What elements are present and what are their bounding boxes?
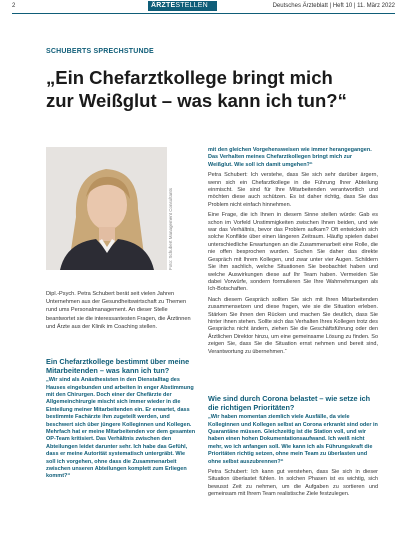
answer-paragraph: Nach diesem Gespräch sollten Sie sich mit Ihren Mitarbeitenden zusammensetzen und diese fragen, wie sie die Situation erleben. Stärken Sie ihnen den Rücken und machen Sie deutlich, dass Sie hinter ihnen stehen. Sollte sich das Verhalten Ihres Kollegen trotz des Gesprächs nicht ändern, ziehen Sie die Geschäftsführung oder den Ärztlichen Direktor hinzu, um eine gemeinsame Lösung zu finden. So zeigen Sie, dass Sie die Situation ernst nehmen und bereit sind, Verantwortung zu übernehmen.“ bbox=[208, 296, 378, 355]
page-header bbox=[0, 0, 407, 14]
logo-main: ÄRZTE bbox=[151, 2, 176, 9]
rubric: SCHUBERTS SPRECHSTUNDE bbox=[46, 48, 154, 55]
answer-paragraph: Petra Schubert: Ich verstehe, dass Sie sich sehr darüber ärgern, wenn sich ein Chefarztkollege in die Führung Ihrer Abteilung einmischt. Sie sind für Ihre Mitarbeitenden verantwortlich und möchten diese auch schützen. Es ist daher richtig, dass Sie das Problem nicht einfach hinnehmen. bbox=[208, 172, 378, 208]
answer-paragraph: Eine Frage, die ich Ihnen in diesem Sinne stellen würde: Gab es schon im Vorfeld Unstimmigkeiten zwischen Ihnen beiden, und wie war das Verhältnis, bevor das Problem aufkam? Oft entwickeln sich solche Konflikte über einen längeren Zeitraum. Häufig spielen dabei unterschiedliche Erwartungen an die Zusammenarbeit eine Rolle, die nie offen besprochen wurden. Suchen Sie daher das direkte Gespräch mit Ihrem Kollegen, und zwar unter vier Augen. Schildern Sie ihm sachlich, welche Situationen Sie beobachtet haben und welche Auswirkungen diese auf Ihr Team haben. Vermeiden Sie dabei Vorwürfe, sondern formulieren Sie Ihre Wahrnehmungen als Ich-Botschaften. bbox=[208, 212, 378, 293]
issue-info: Deutsches Ärzteblatt | Heft 10 | 11. März 2022 bbox=[272, 3, 395, 9]
column-right bbox=[208, 147, 378, 359]
column-right-second-question bbox=[208, 395, 378, 502]
author-bio: Dipl.-Psych. Petra Schubert berät seit vielen Jahren Unternehmen aus der Gesundheitswirtschaft zu Themen rund ums Personalmanagement. An dieser Stelle beantwortet sie die interessantesten Fragen, die Ärztinnen und Ärzte aus der Klinik im Coaching stellen. bbox=[46, 291, 191, 330]
column-left bbox=[46, 358, 196, 481]
question-heading: Ein Chefarztkollege bestimmt über meine Mitarbeitenden – was kann ich tun? bbox=[46, 357, 190, 375]
author-photo bbox=[46, 147, 167, 270]
question-heading: Wie sind durch Corona belastet – wie setze ich die richtigen Prioritäten? bbox=[208, 394, 371, 412]
question-text: „Wir sind als Anästhesisten in den Dienstalltag des Hauses eingebunden und arbeiten in enger Abstimmung mit den Chirurgen. Doch einer der Chefärzte der Allgemeinchirurgie mischt sich immer wieder in die Einteilung meiner Mitarbeitenden ein. Er erwartet, dass bestimmte Fachärzte ihm zugeteilt werden, und beschwert sich über jüngere Kolleginnen und Kollegen. Mehrfach hat er meine Mitarbeitenden vor dem gesamten OP-Team kritisiert. Das Verhältnis zwischen den Abteilungen leidet darunter sehr. Ich habe das Gefühl, dass er meine Autorität systematisch untergräbt. Wie soll ich vorgehen, ohne dass die Zusammenarbeit zwischen unseren Abteilungen komplett zum Erliegen kommt?“ bbox=[46, 377, 196, 480]
header-rule bbox=[12, 13, 395, 14]
question-text-continued: mit den gleichen Vorgehensweisen wie immer herangegangen. Das Verhalten meines Chefarztkollegen bringt mich zur Weißglut. Wie soll ich damit umgehen?“ bbox=[208, 147, 372, 168]
question-text: „Wir haben momentan ziemlich viele Ausfälle, da viele Kolleginnen und Kollegen selbst an Corona erkrankt sind oder in Quarantäne müssen. Gleichzeitig ist die Station voll, und wir haben einen hohen Dokumentationsaufwand. Ich weiß nicht mehr, wo ich anfangen soll. Wie kann ich als Führungskraft die Prioritäten richtig setzen, ohne mein Team zu überlasten und ohne selbst auszubrennen?“ bbox=[208, 414, 378, 465]
photo-credit: Foto: Schubert Management Consultants bbox=[168, 188, 173, 271]
portrait-illustration bbox=[46, 147, 167, 270]
section-logo bbox=[148, 1, 217, 11]
article-title: „Ein Chefarztkollege bringt mich zur Weißglut – was kann ich tun?“ bbox=[46, 67, 347, 111]
page-number: 2 bbox=[12, 3, 16, 9]
answer-paragraph: Petra Schubert: Ich kann gut verstehen, dass Sie sich in dieser Situation überlastet fühlen. In solchen Phasen ist es wichtig, sich bewusst Zeit zu nehmen, um die Aufgaben zu sortieren und gemeinsam mit Ihrem Team realistische Ziele festzulegen. bbox=[208, 469, 378, 498]
logo-sub: STELLEN bbox=[175, 2, 208, 9]
